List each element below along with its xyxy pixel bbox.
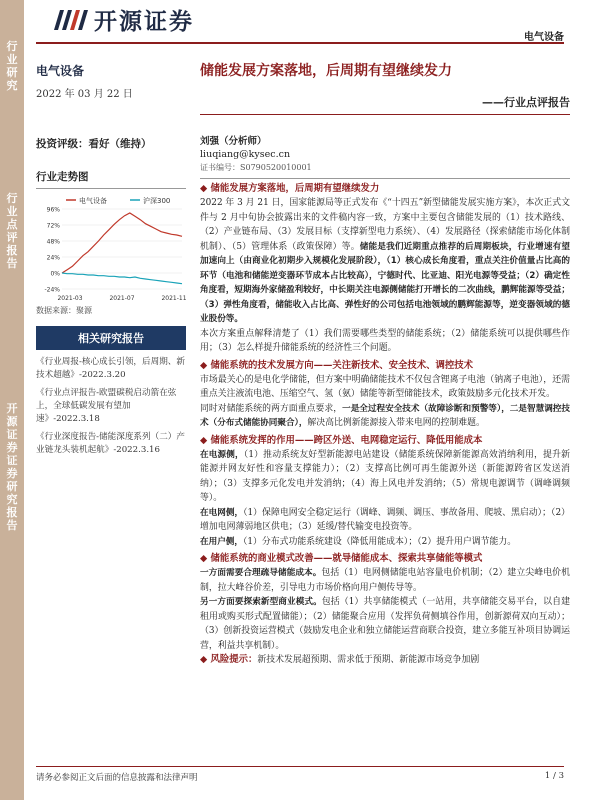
section-heading: ◆ 储能发展方案落地，后周期有望继续发力 [200,183,380,194]
section-heading: ◆ 储能系统的技术发展方向——关注新技术、安全技术、调控技术 [200,359,473,371]
paragraph: 另一方面要探索新型商业模式。包括（1）共享储能模式（一站用，共享储能交易平台，以自建租用或购买形式配置储能）；（2）储能聚合应用（发挥负荷侧填谷作用，创新源荷双向互动）；（3）创新投资运营模式（鼓励发电企业和独立储能运营商联合投资，建立多能互补项目协调运营，利益共享机制）。 [200,597,570,651]
author-divider [200,178,570,179]
paragraph: 在电网侧，（1）保障电网安全稳定运行（调峰、调频、调压、事故备用、爬坡、黑启动）；（2）增加电网薄弱地区供电；（3）延缓/替代输变电投资等。 [200,507,570,532]
investment-rating: 投资评级：看好（维持） [36,138,152,150]
x-tick-label: 2021-07 [109,295,135,302]
y-tick-label: 0% [50,270,60,278]
bullet-icon: ◆ [200,434,211,446]
report-title: 储能发展方案落地，后周期有望继续发力 [200,63,452,79]
related-research-header: 相关研究报告 [36,326,186,350]
paragraph: 市场最关心的是电化学储能，但方案中明确储能技术不仅包含锂离子电池（钠离子电池），还需重点关注液流电池、压缩空气、氢（氨）储能等新型储能技术，政策鼓励多元化技术开发。 [200,374,570,399]
report-subtitle: ——行业点评报告 [200,94,570,115]
header-divider [36,42,564,44]
report-date: 2022 年 03 月 22 日 [36,89,133,100]
side-label-bottom: 开 源 证 券 证 券 研 究 报 告 [6,402,18,532]
series-line [62,273,182,284]
footer-disclaimer: 请务必参阅正文后面的信息披露和法律声明 [36,773,198,783]
section-heading: ◆ 储能系统发挥的作用——跨区外送、电网稳定运行、降低用能成本 [200,434,483,446]
sector-label: 电气设备 [36,64,85,78]
paragraph: 在用户侧，（1）分布式功能系统建设（降低用能成本）；（2）提升用户调节能力。 [200,536,517,547]
left-column [36,50,186,462]
y-tick-label: 48% [46,238,60,246]
related-research-list [36,356,186,457]
side-strip [0,0,24,800]
paragraph: 本次方案重点解释清楚了（1）我们需要哪些类型的储能系统；（2）储能系统可以提供哪些作用；（3）怎么样提升储能系统的经济性三个问题。 [200,328,570,353]
trend-chart-svg [36,193,186,303]
risk-head: ◆ 风险提示： [200,654,258,665]
risk-warning: ◆ 风险提示：新技术发展超预期、需求低于预期、新能源市场竞争加剧 [200,654,480,665]
brand-name: 开源证券 [94,8,194,35]
section-heading: ◆ 储能系统的商业模式改善——就导储能成本、探索共享储能等模式 [200,553,483,564]
footer-divider [36,766,564,767]
author-name: 刘强（分析师） [200,136,267,147]
related-report-link[interactable]: 《行业周报-核心成长引领，后周期、新技术超越》-2022.3.20 [36,357,185,380]
legend-label: 电气设备 [79,197,107,205]
bullet-icon: ◆ [200,359,211,371]
series-line [62,213,182,273]
x-tick-label: 2021-03 [57,295,83,302]
company-logo [50,2,194,36]
y-tick-label: -24% [44,286,60,294]
side-label-top: 行 业 研 究 [6,40,18,92]
author-email[interactable]: liuqiang@kysec.cn [200,149,291,160]
paragraph: 在电源侧，（1）推动系统友好型新能源电站建设（储能系统保障新能源高效消纳利用，提升新能源并网友好性和容量支撑能力）；（2）支撑高比例可再生能源外送（新能源跨省区发送消纳）；（3）支撑多元化发电并发消纳；（4）海上风电并发消纳；（5）常规电源调节（调峰调频等）。 [200,449,570,503]
legend-label: 沪深300 [143,197,171,205]
related-report-link[interactable]: 《行业点评报告-欧盟碳税启动箭在弦上，全球低碳发展有望加速》-2022.3.18 [36,388,177,424]
trend-chart-title: 行业走势图 [36,169,186,189]
author-cert: 证书编号：S0790520010001 [200,163,312,172]
paragraph: 一方面需要合理疏导储能成本。包括（1）电网侧储能电站容量电价机制；（2）建立尖峰电价机制，拉大峰谷价差，引导电力市场价格向用户侧传导等。 [200,568,570,593]
paragraph: 同时对储能系统的两方面重点要求，一是全过程安全技术（故障诊断和预警等），二是智慧调控技术（分布式储能协同聚合），解决高比例新能源接入带来电网的控制难题。 [200,403,571,428]
paragraph: 2022 年 3 月 21 日，国家能源局等正式发布《“十四五”新型储能发展实施方案》，本次正式文件与 2 月中旬协会披露出来的文件稿内容一致，方案中主要包含储能发展的（1）技术路线、（2）产业链布局、（3）发展目标（支撑新型电力系统）、（4）发展路径（探索储能市场化体制机制）、（5）管理体系（政策保障）等。储能是我们近期重点推荐的后周期板块，行业增速有望加速向上（由商业化初期步入规模化发展阶段），（1）核心成长角度看，重点关注价值量占比高的环节（电池和储能逆变器环节成本占比较高），宁德时代、比亚迪、阳光电源等受益；（2）确定性角度看，短期海外家储盈利较好，中长期关注电源侧储能打开增长的二次曲线，鹏辉能源等受益；（3）弹性角度看，储能收入占比高、弹性好的公司包括电池领域的鹏辉能源等，逆变器领域的德业股份等。 [200,198,570,324]
bullet-icon: ◆ [200,553,211,564]
trend-chart [36,193,186,303]
logo-mark-icon [50,4,88,34]
y-tick-label: 72% [46,222,60,230]
side-label-mid: 行 业 点 评 报 告 [6,192,18,270]
bullet-icon: ◆ [200,654,211,665]
author-block [200,135,570,174]
page-number: 1 / 3 [544,771,564,781]
x-tick-label: 2021-11 [161,295,186,302]
data-source: 数据来源：聚源 [36,306,92,315]
y-tick-label: 24% [46,254,60,262]
header-sector-tag: 电气设备 [524,32,564,43]
related-report-link[interactable]: 《行业深度报告-储能深度系列（二）产业链龙头装机起航》-2022.3.16 [36,432,185,455]
bullet-icon: ◆ [200,183,211,194]
main-column [200,50,570,668]
y-tick-label: 96% [46,206,60,214]
